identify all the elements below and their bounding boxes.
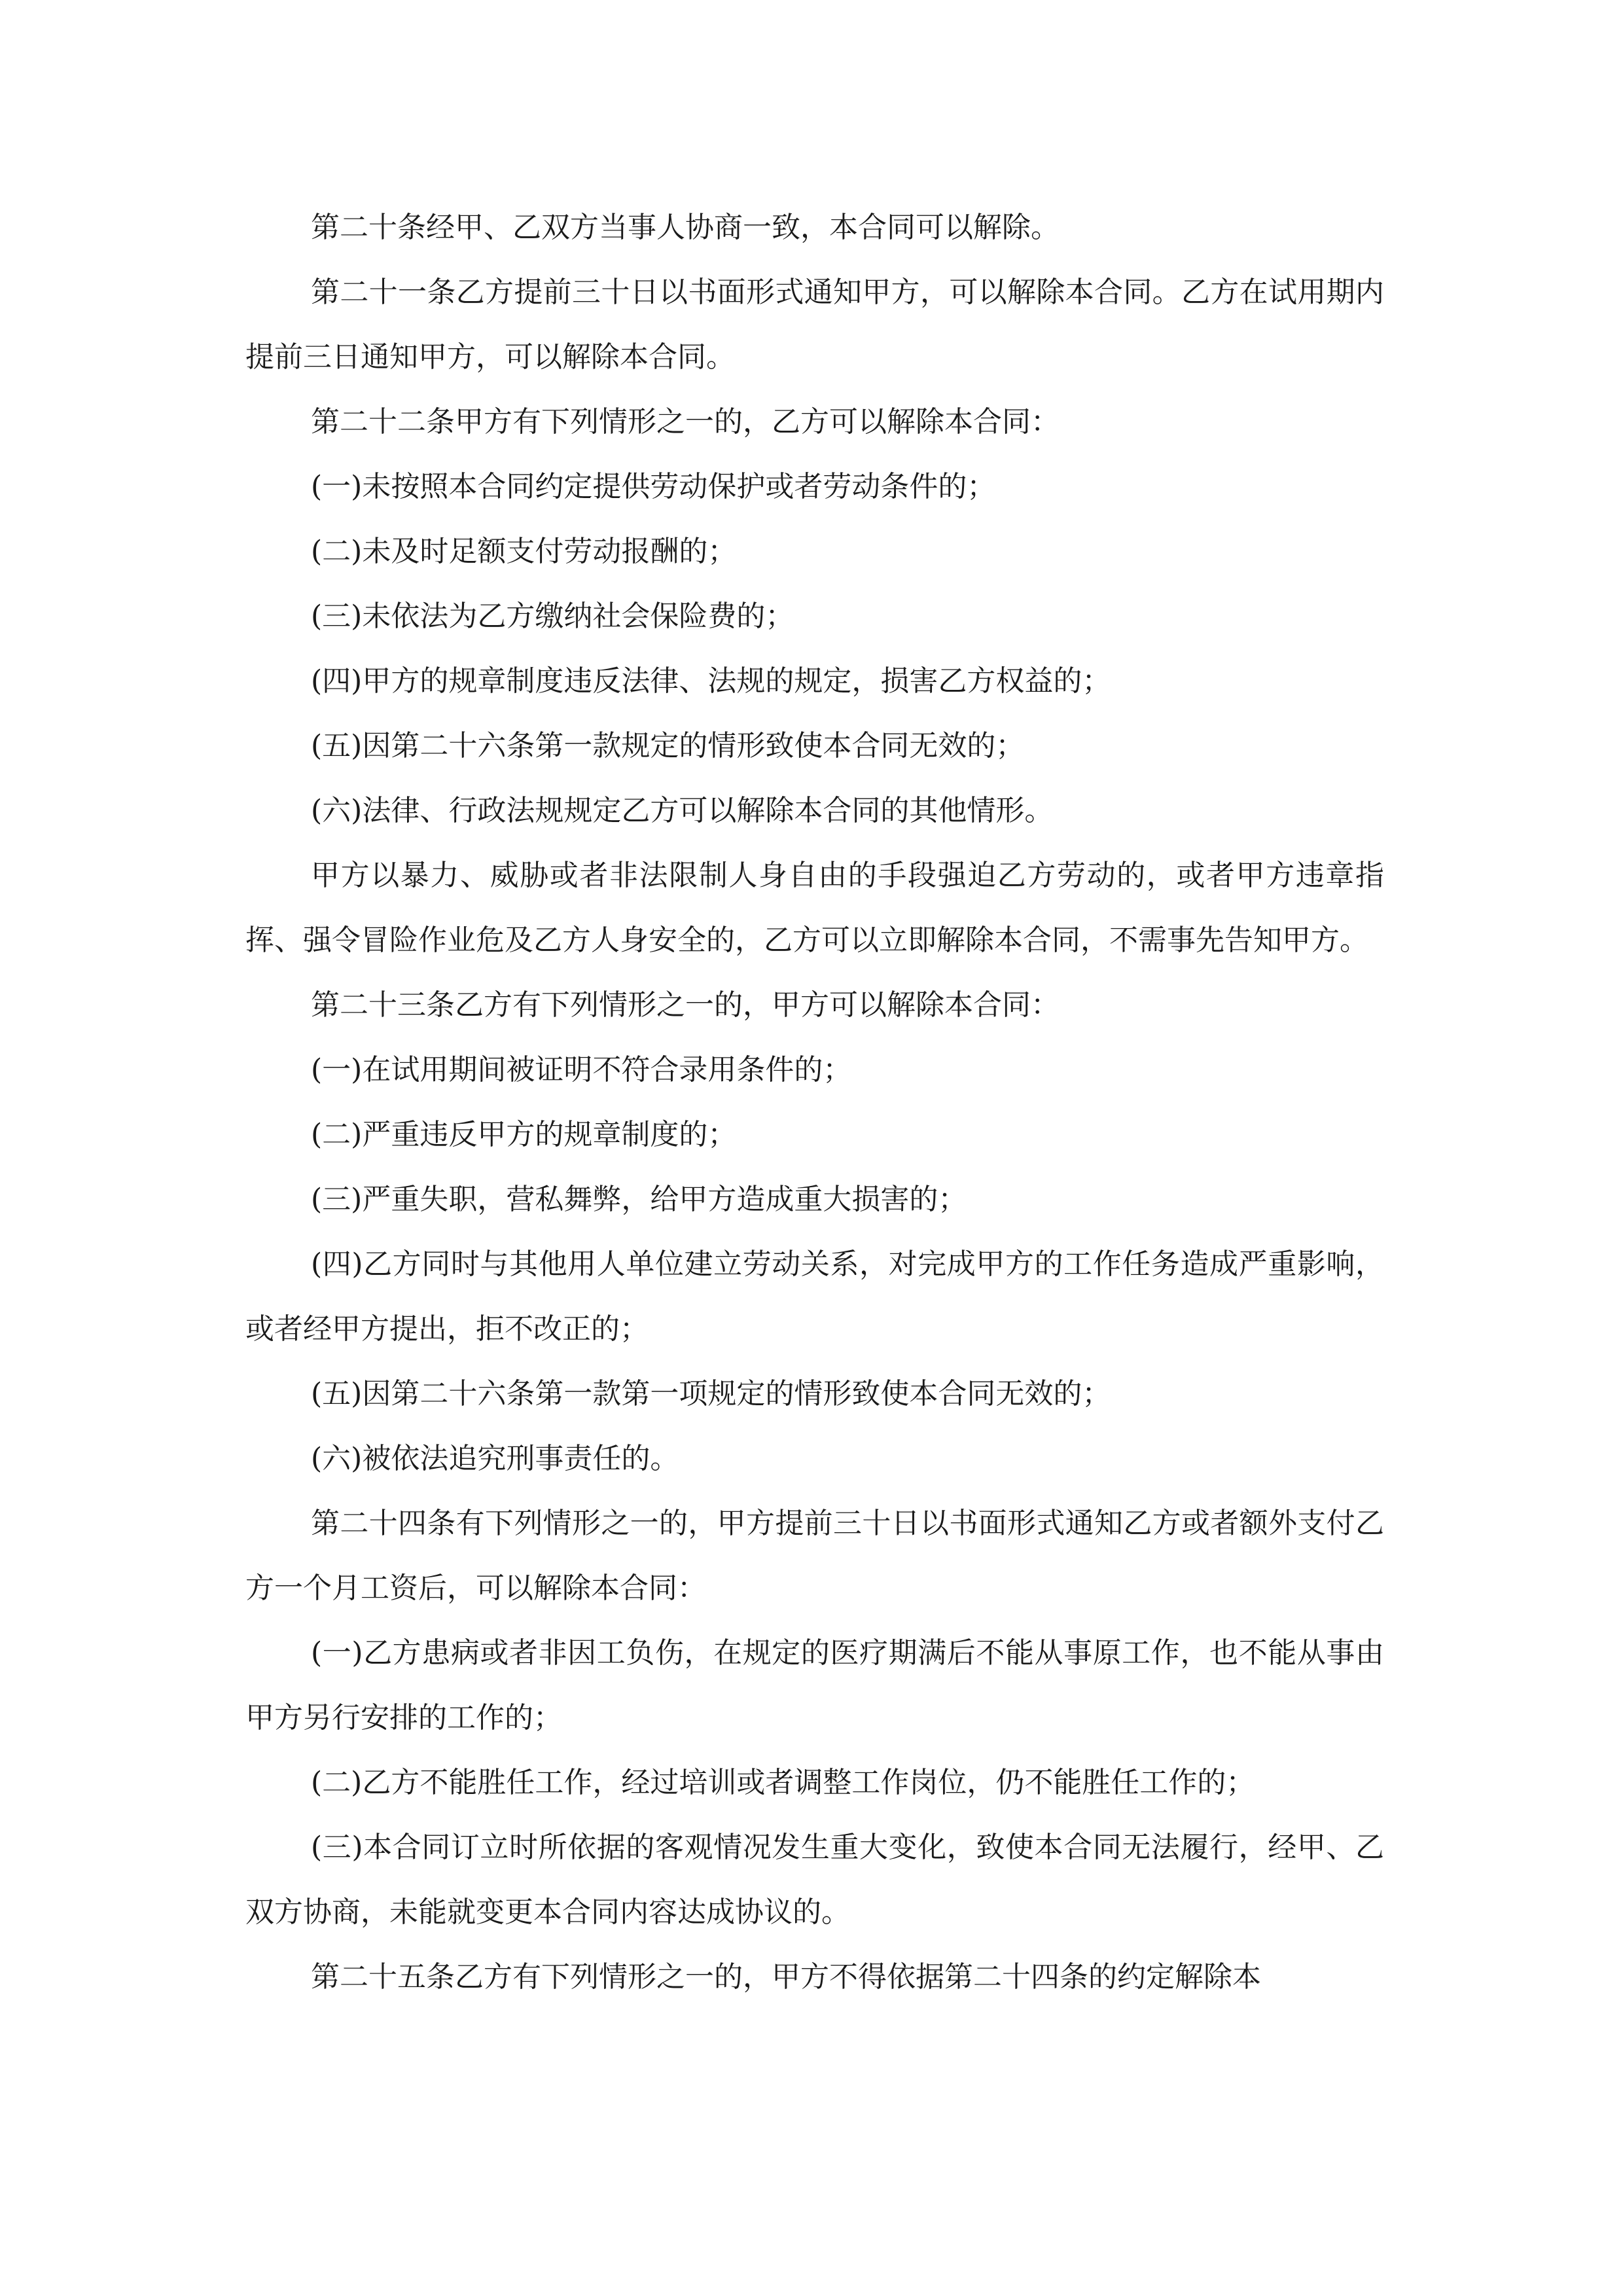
list-item-24-2: (二)乙方不能胜任工作，经过培训或者调整工作岗位，仍不能胜任工作的； (311, 1766, 1255, 1799)
paragraph-article-21: 第二十一条乙方提前三十日以书面形式通知甲方，可以解除本合同。乙方在试用期内提前三日通知甲方，可以解除本合同。 (245, 276, 1384, 374)
list-item-23-6: (六)被依法追究刑事责任的。 (311, 1442, 679, 1475)
paragraph-article-25: 第二十五条乙方有下列情形之一的，甲方不得依据第二十四条的约定解除本 (311, 1960, 1261, 1994)
list-item-22-4: (四)甲方的规章制度违反法律、法规的规定，损害乙方权益的； (311, 664, 1111, 698)
list-item-22-6: (六)法律、行政法规规定乙方可以解除本合同的其他情形。 (311, 794, 1054, 827)
list-item-23-5: (五)因第二十六条第一款第一项规定的情形致使本合同无效的； (311, 1377, 1111, 1410)
paragraph-article-22: 第二十二条甲方有下列情形之一的，乙方可以解除本合同： (311, 405, 1060, 439)
list-item-22-5: (五)因第二十六条第一款规定的情形致使本合同无效的； (311, 729, 1025, 762)
paragraph-article-20: 第二十条经甲、乙双方当事人协商一致，本合同可以解除。 (311, 211, 1060, 244)
paragraph-article-23: 第二十三条乙方有下列情形之一的，甲方可以解除本合同： (311, 988, 1060, 1022)
document-body (245, 195, 1384, 2009)
list-item-22-2: (二)未及时足额支付劳动报酬的； (311, 535, 737, 568)
list-item-24-1: (一)乙方患病或者非因工负伤，在规定的医疗期满后不能从事原工作，也不能从事由甲方另行安排的工作的； (245, 1636, 1384, 1734)
list-item-22-1: (一)未按照本合同约定提供劳动保护或者劳动条件的； (311, 470, 996, 503)
list-item-23-4: (四)乙方同时与其他用人单位建立劳动关系，对完成甲方的工作任务造成严重影响，或者经甲方提出，拒不改正的； (245, 1247, 1384, 1346)
paragraph-article-24: 第二十四条有下列情形之一的，甲方提前三十日以书面形式通知乙方或者额外支付乙方一个月工资后，可以解除本合同： (245, 1507, 1384, 1605)
list-item-23-1: (一)在试用期间被证明不符合录用条件的； (311, 1053, 852, 1086)
list-item-23-2: (二)严重违反甲方的规章制度的； (311, 1118, 737, 1151)
list-item-24-3: (三)本合同订立时所依据的客观情况发生重大变化，致使本合同无法履行，经甲、乙双方协商，未能就变更本合同内容达成协议的。 (245, 1831, 1384, 1929)
list-item-23-3: (三)严重失职，营私舞弊，给甲方造成重大损害的； (311, 1183, 967, 1216)
paragraph-immediate-termination: 甲方以暴力、威胁或者非法限制人身自由的手段强迫乙方劳动的，或者甲方违章指挥、强令冒险作业危及乙方人身安全的，乙方可以立即解除本合同，不需事先告知甲方。 (245, 859, 1384, 957)
list-item-22-3: (三)未依法为乙方缴纳社会保险费的； (311, 600, 794, 633)
